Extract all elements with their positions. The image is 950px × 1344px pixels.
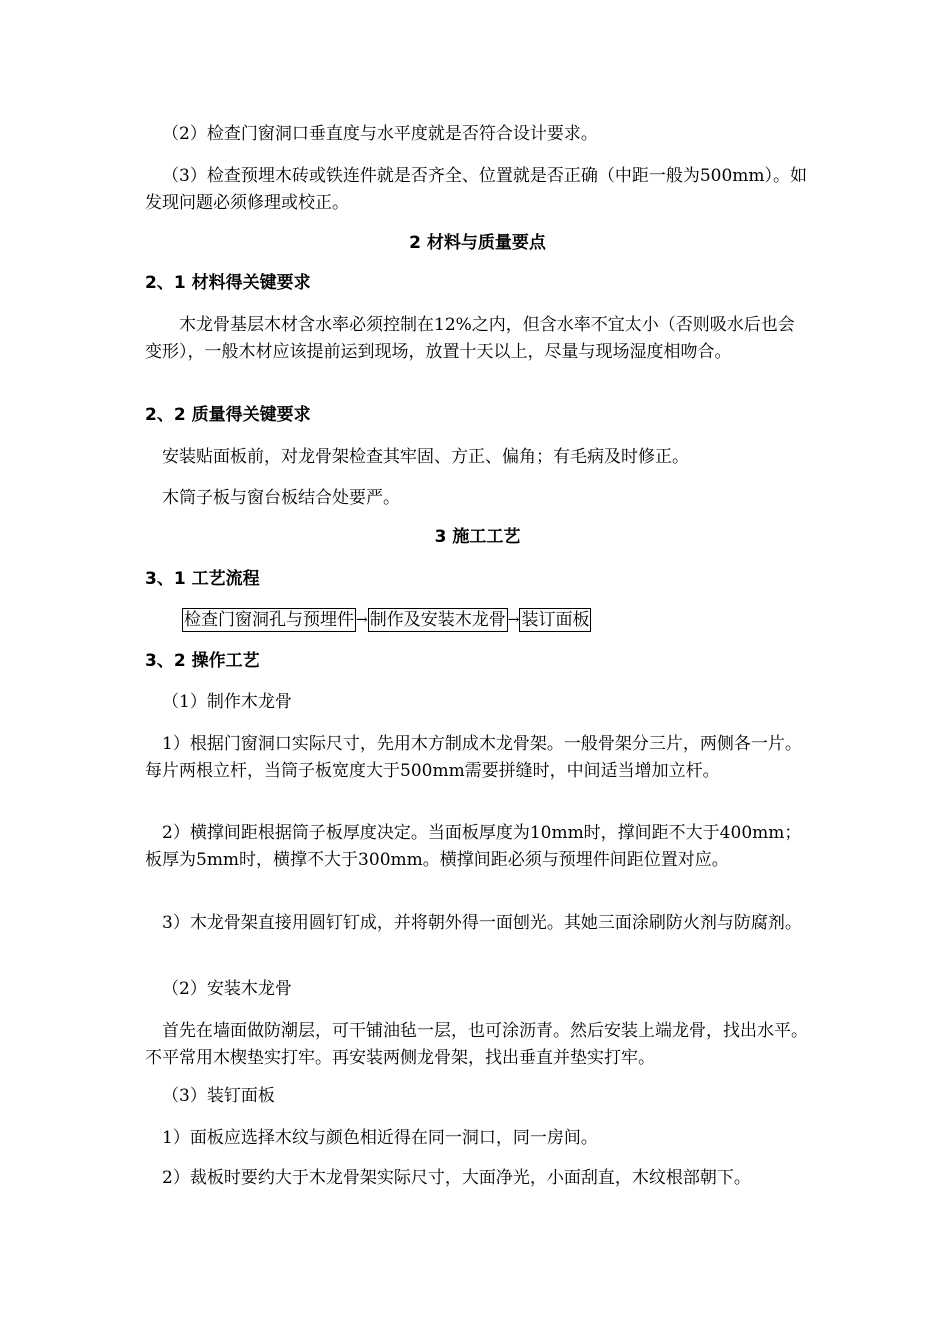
paragraph-install-frame-title: （2）安装木龙骨 xyxy=(162,979,292,999)
paragraph-frame-step-2: 2）横撑间距根据筒子板厚度决定。当面板厚度为10mm时，撑间距不大于400mm；板厚为5mm时，横撑不大于300mm。横撑间距必须与预埋件间距位置对应。 xyxy=(145,823,802,870)
paragraph-check-verticality: （2）检查门窗洞口垂直度与水平度就是否符合设计要求。 xyxy=(162,124,598,144)
subheading-process-flow: 3、1 工艺流程 xyxy=(145,569,260,589)
process-flow-diagram xyxy=(182,608,591,632)
subheading-operation-process: 3、2 操作工艺 xyxy=(145,651,260,671)
flow-step-build-frame: 制作及安装木龙骨 xyxy=(369,610,506,630)
subheading-quality-requirements: 2、2 质量得关键要求 xyxy=(145,405,311,425)
paragraph-nail-panel-title: （3）装钉面板 xyxy=(162,1086,275,1106)
flow-step-inspect: 检查门窗洞孔与预埋件 xyxy=(184,610,354,630)
section-heading-materials: 2 材料与质量要点 xyxy=(409,233,546,253)
paragraph-check-embedded-parts: （3）检查预埋木砖或铁连件就是否齐全、位置就是否正确（中距一般为500mm）。如发现问题必须修理或校正。 xyxy=(145,166,808,213)
paragraph-joint-tightness: 木筒子板与窗台板结合处要严。 xyxy=(162,488,400,508)
arrow-right-icon: → xyxy=(356,612,368,628)
paragraph-make-frame-title: （1）制作木龙骨 xyxy=(162,692,292,712)
subheading-material-requirements: 2、1 材料得关键要求 xyxy=(145,273,311,293)
paragraph-frame-inspection: 安装贴面板前，对龙骨架检查其牢固、方正、偏角；有毛病及时修正。 xyxy=(162,447,689,467)
paragraph-frame-step-3: 3）木龙骨架直接用圆钉钉成，并将朝外得一面刨光。其她三面涂刷防火剂与防腐剂。 xyxy=(162,913,802,933)
arrow-right-icon: → xyxy=(507,612,520,628)
section-heading-construction: 3 施工工艺 xyxy=(434,527,521,547)
paragraph-frame-step-1: 1）根据门窗洞口实际尺寸，先用木方制成木龙骨架。一般骨架分三片，两侧各一片。每片两根立杆，当筒子板宽度大于500mm需要拼缝时，中间适当增加立杆。 xyxy=(145,734,802,781)
flow-step-nail-panel: 装订面板 xyxy=(521,610,590,630)
paragraph-panel-step-2: 2）裁板时要约大于木龙骨架实际尺寸，大面净光，小面刮直，木纹根部朝下。 xyxy=(162,1168,751,1188)
paragraph-panel-step-1: 1）面板应选择木纹与颜色相近得在同一洞口，同一房间。 xyxy=(162,1128,598,1148)
paragraph-moisture-content: 木龙骨基层木材含水率必须控制在12%之内，但含水率不宜太小（否则吸水后也会变形），一般木材应该提前运到现场，放置十天以上，尽量与现场湿度相吻合。 xyxy=(145,315,795,362)
paragraph-install-frame-body: 首先在墙面做防潮层，可干铺油毡一层，也可涂沥青。然后安装上端龙骨，找出水平。不平常用木楔垫实打牢。再安装两侧龙骨架，找出垂直并垫实打牢。 xyxy=(145,1021,808,1068)
